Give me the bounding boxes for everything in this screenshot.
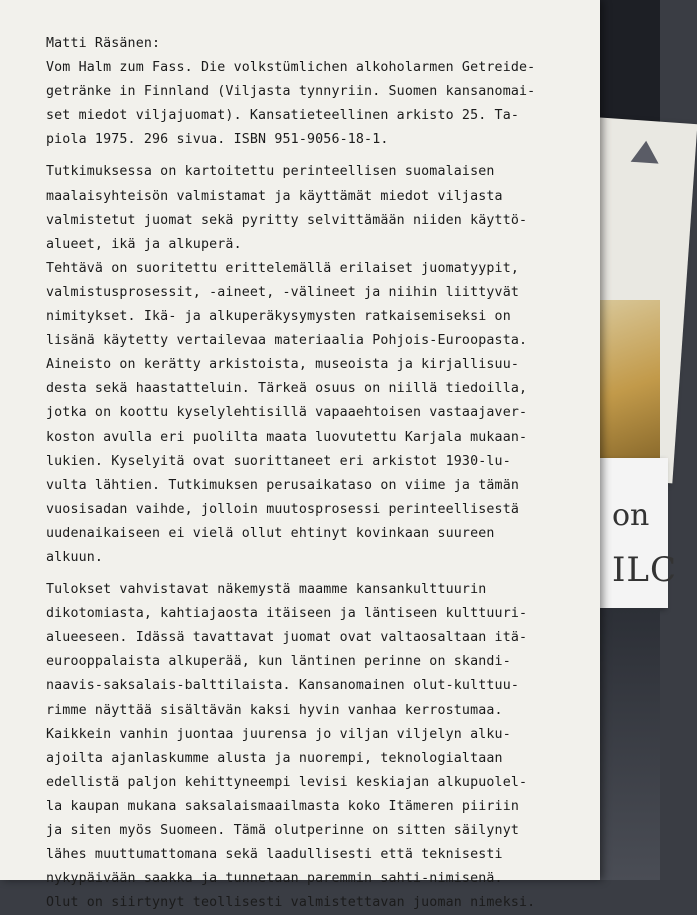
paragraph-line: valmistetut juomat sekä pyritty selvittämään niiden käyttö- [46,212,528,228]
paragraph-line: jotka on koottu kyselylehtisillä vapaaehtoisen vastaajaver- [46,405,528,421]
paragraph-line: vuosisadan vaihde, jolloin muutosprosessi perinteellisestä [46,501,520,517]
paragraph-line: nykypäivään saakka ja tunnetaan paremmin sahti-nimisenä. [46,871,503,887]
document-text [46,32,594,915]
paragraph-line: Kaikkein vanhin juontaa juurensa jo viljan viljelyn alku- [46,726,511,742]
paragraph-2 [46,257,594,570]
citation-block [46,56,594,152]
background-word-2: ILC [612,550,678,590]
paragraph-line: eurooppalaista alkuperää, kun läntinen perinne on skandi- [46,654,511,670]
citation-line: Vom Halm zum Fass. Die volkstümlichen alkoholarmen Getreide- [46,60,536,76]
paragraph-line: lisänä käytetty vertailevaa materiaalia Pohjois-Euroopasta. [46,333,528,349]
paragraph-line: uudenaikaiseen ei vielä ollut ehtinyt kovinkaan suureen [46,525,495,541]
paragraph-line: Tehtävä on suoritettu erittelemällä erilaiset juomatyypit, [46,260,520,276]
paragraph-3 [46,578,594,915]
citation-line: getränke in Finnland (Viljasta tynnyriin. Suomen kansanomai- [46,84,536,100]
author-line: Matti Räsänen: [46,36,161,51]
paragraph-line: ja siten myös Suomeen. Tämä olutperinne on sitten säilynyt [46,823,520,838]
paragraph-line: lukien. Kyselyitä ovat suorittaneet eri arkistot 1930-lu- [46,453,511,469]
paragraph-line: desta sekä haastatteluin. Tärkeä osuus on niillä tiedoilla, [46,381,528,397]
paragraph-line: rimme näyttää sisältävän kaksi hyvin vanhaa kerrostumaa. [46,702,503,718]
paragraph-line: alueeseen. Idässä tavattavat juomat ovat valtaosaltaan itä- [46,630,528,646]
paragraph-line: Tulokset vahvistavat näkemystä maamme kansankulttuurin [46,582,487,598]
paragraph-line: dikotomiasta, kahtiajaosta itäiseen ja läntiseen kulttuuri- [46,606,528,622]
paragraph-line: edellistä paljon kehittyneempi levisi keskiajan alkupuolel- [46,774,528,790]
triangle-icon [631,140,660,164]
paragraph-line: alkuun. [46,549,104,565]
paragraph-line: naavis-saksalais-balttilaista. Kansanomainen olut-kulttuu- [46,678,520,694]
citation-line: set miedot viljajuomat). Kansatieteellinen arkisto 25. Ta- [46,108,520,124]
paragraph-line: ajoilta ajanlaskumme alusta ja nuorempi, teknologialtaan [46,750,503,766]
paragraph-line: la kaupan mukana saksalaismaailmasta koko Itämeren piiriin [46,798,520,814]
paragraph-line: Olut on siirtynyt teollisesti valmistettavan juoman nimeksi. [46,895,536,911]
background-dark-surface [590,608,660,880]
paragraph-1 [46,160,594,256]
paragraph-line: Tutkimuksessa on kartoitettu perinteellisen suomalaisen [46,164,495,180]
background-word-1: on [612,498,650,533]
paragraph-line: alueet, ikä ja alkuperä. [46,236,242,252]
paragraph-line: valmistusprosessit, -aineet, -välineet ja niihin liittyvät [46,284,520,300]
citation-line: piola 1975. 296 sivua. ISBN 951-9056-18-1. [46,132,389,148]
paragraph-line: lähes muuttumattomana sekä laadullisesti että teknisesti [46,847,503,863]
background-illustration [590,300,660,460]
paragraph-line: nimitykset. Ikä- ja alkuperäkysymysten ratkaisemiseksi on [46,309,511,325]
paragraph-line: Aineisto on kerätty arkistoista, museoista ja kirjallisuu- [46,357,520,373]
paragraph-line: vulta lähtien. Tutkimuksen perusaikataso on viime ja tämän [46,477,520,493]
paragraph-line: maalaisyhteisön valmistamat ja käyttämät miedot viljasta [46,188,503,204]
paragraph-line: koston avulla eri puolilta maata luovutettu Karjala mukaan- [46,429,528,445]
